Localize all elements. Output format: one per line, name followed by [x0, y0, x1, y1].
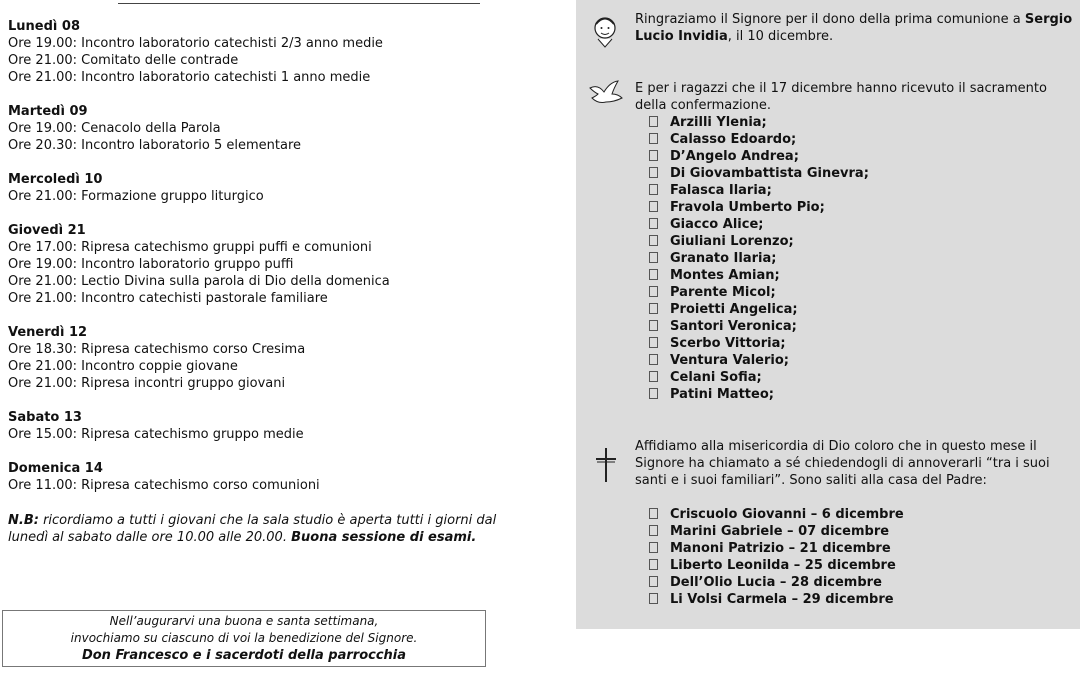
person-name: Dell’Olio Lucia – 28 dicembre — [670, 575, 882, 590]
nb-note — [8, 512, 498, 546]
schedule-day — [8, 18, 568, 86]
bullet-box-icon — [649, 133, 658, 144]
person-name: Di Giovambattista Ginevra; — [670, 166, 869, 181]
schedule-item: Ore 20.30: Incontro laboratorio 5 elementare — [8, 138, 302, 153]
person-name: Arzilli Ylenia; — [670, 115, 767, 130]
bullet-box-icon — [649, 388, 658, 399]
bullet-box-icon — [649, 320, 658, 331]
dove-icon — [588, 80, 624, 108]
day-title: Mercoledì 10 — [8, 172, 103, 187]
person-name: Scerbo Vittoria; — [670, 336, 786, 351]
schedule-item: Ore 21.00: Incontro coppie giovane — [8, 359, 238, 374]
name-item — [649, 233, 1075, 250]
person-name: Liberto Leonilda – 25 dicembre — [670, 558, 896, 573]
confirmation-names — [635, 114, 1075, 403]
nb-text: ricordiamo a tutti i giovani che la sala studio è aperta tutti i giorni dal lunedì al sabato dalle ore 10.00 alle 20.00. — [8, 513, 497, 545]
person-name: Celani Sofia; — [670, 370, 762, 385]
deceased-block — [635, 438, 1075, 608]
footer-line-2: invochiamo su ciascuno di voi la benedizione del Signore. — [70, 631, 418, 645]
name-item — [649, 386, 1075, 403]
bullet-box-icon — [649, 286, 658, 297]
schedule-item: Ore 18.30: Ripresa catechismo corso Cresima — [8, 342, 306, 357]
bullet-box-icon — [649, 593, 658, 604]
person-name: Proietti Angelica; — [670, 302, 798, 317]
person-name: Criscuolo Giovanni – 6 dicembre — [670, 507, 904, 522]
name-item — [649, 182, 1075, 199]
bullet-box-icon — [649, 525, 658, 536]
communion-text: Ringraziamo il Signore per il dono della prima comunione a — [635, 12, 1025, 27]
person-name: Patini Matteo; — [670, 387, 774, 402]
person-name: Parente Micol; — [670, 285, 776, 300]
bullet-box-icon — [649, 354, 658, 365]
bullet-box-icon — [649, 218, 658, 229]
person-name: Marini Gabriele – 07 dicembre — [670, 524, 890, 539]
person-name: Granato Ilaria; — [670, 251, 777, 266]
person-name: Li Volsi Carmela – 29 dicembre — [670, 592, 894, 607]
announcements-panel — [576, 0, 1080, 629]
schedule-day — [8, 324, 568, 392]
deceased-names — [635, 506, 1075, 608]
day-title: Martedì 09 — [8, 104, 88, 119]
person-name: Ventura Valerio; — [670, 353, 789, 368]
schedule-item: Ore 15.00: Ripresa catechismo gruppo medie — [8, 427, 304, 442]
day-title: Sabato 13 — [8, 410, 82, 425]
bullet-box-icon — [649, 184, 658, 195]
person-name: Giuliani Lorenzo; — [670, 234, 794, 249]
communion-name: Sergio Lucio Invidia — [635, 12, 1073, 44]
name-item — [649, 506, 1075, 523]
name-item — [649, 335, 1075, 352]
schedule-item: Ore 21.00: Incontro laboratorio catechisti 1 anno medie — [8, 70, 371, 85]
footer-line-1: Nell’augurarvi una buona e santa settimana, — [109, 614, 379, 628]
confirmation-block — [635, 80, 1075, 403]
schedule-item: Ore 19.00: Incontro laboratorio catechisti 2/3 anno medie — [8, 36, 383, 51]
name-item — [649, 369, 1075, 386]
bullet-box-icon — [649, 269, 658, 280]
name-item — [649, 114, 1075, 131]
schedule-item: Ore 21.00: Ripresa incontri gruppo giovani — [8, 376, 286, 391]
top-rule — [118, 3, 480, 4]
name-item — [649, 165, 1075, 182]
person-name: Manoni Patrizio – 21 dicembre — [670, 541, 891, 556]
bullet-box-icon — [649, 303, 658, 314]
bullet-box-icon — [649, 167, 658, 178]
schedule-list — [8, 18, 568, 494]
name-item — [649, 557, 1075, 574]
schedule-item: Ore 21.00: Formazione gruppo liturgico — [8, 189, 264, 204]
schedule-day — [8, 409, 568, 443]
child-face-icon — [592, 14, 618, 48]
name-item — [649, 148, 1075, 165]
communion-suffix: , il 10 dicembre. — [727, 29, 834, 44]
schedule-item: Ore 21.00: Comitato delle contrade — [8, 53, 239, 68]
bullet-box-icon — [649, 371, 658, 382]
name-item — [649, 301, 1075, 318]
cross-icon — [594, 447, 618, 483]
schedule-item: Ore 21.00: Incontro catechisti pastorale familiare — [8, 291, 328, 306]
schedule-day — [8, 171, 568, 205]
deceased-text: Affidiamo alla misericordia di Dio coloro che in questo mese il Signore ha chiamato a sé chiedendogli di annoverarli “tra i suoi santi e i suoi familiari”. Sono saliti alla casa del Padre: — [635, 439, 1050, 488]
person-name: Santori Veronica; — [670, 319, 797, 334]
person-name: Montes Amian; — [670, 268, 780, 283]
person-name: Fravola Umberto Pio; — [670, 200, 825, 215]
day-title: Giovedì 21 — [8, 223, 86, 238]
person-name: Calasso Edoardo; — [670, 132, 797, 147]
communion-block — [635, 11, 1075, 45]
person-name: D’Angelo Andrea; — [670, 149, 799, 164]
schedule-day — [8, 460, 568, 494]
name-item — [649, 540, 1075, 557]
bullet-box-icon — [649, 150, 658, 161]
person-name: Giacco Alice; — [670, 217, 764, 232]
name-item — [649, 318, 1075, 335]
name-item — [649, 131, 1075, 148]
confirmation-text: E per i ragazzi che il 17 dicembre hanno ricevuto il sacramento della confermazione. — [635, 81, 1047, 113]
name-item — [649, 267, 1075, 284]
schedule-item: Ore 11.00: Ripresa catechismo corso comunioni — [8, 478, 320, 493]
schedule-day — [8, 103, 568, 154]
bullet-box-icon — [649, 337, 658, 348]
schedule-item: Ore 19.00: Incontro laboratorio gruppo puffi — [8, 257, 294, 272]
bullet-box-icon — [649, 559, 658, 570]
schedule-item: Ore 17.00: Ripresa catechismo gruppi puffi e comunioni — [8, 240, 372, 255]
name-item — [649, 250, 1075, 267]
name-item — [649, 284, 1075, 301]
weekly-schedule — [8, 18, 568, 546]
person-name: Falasca Ilaria; — [670, 183, 772, 198]
day-title: Venerdì 12 — [8, 325, 88, 340]
bullet-box-icon — [649, 576, 658, 587]
bullet-box-icon — [649, 116, 658, 127]
schedule-item: Ore 19.00: Cenacolo della Parola — [8, 121, 221, 136]
schedule-item: Ore 21.00: Lectio Divina sulla parola di Dio della domenica — [8, 274, 390, 289]
name-item — [649, 591, 1075, 608]
name-item — [649, 523, 1075, 540]
name-item — [649, 216, 1075, 233]
day-title: Lunedì 08 — [8, 19, 80, 34]
nb-closing: Buona sessione di esami. — [291, 530, 477, 545]
bullet-box-icon — [649, 252, 658, 263]
name-item — [649, 574, 1075, 591]
bullet-box-icon — [649, 508, 658, 519]
bullet-box-icon — [649, 542, 658, 553]
blessing-footer — [2, 610, 486, 667]
name-item — [649, 199, 1075, 216]
day-title: Domenica 14 — [8, 461, 103, 476]
schedule-day — [8, 222, 568, 307]
bullet-box-icon — [649, 235, 658, 246]
bullet-box-icon — [649, 201, 658, 212]
name-item — [649, 352, 1075, 369]
nb-label: N.B: — [8, 513, 39, 528]
footer-signature: Don Francesco e i sacerdoti della parrocchia — [81, 648, 407, 663]
